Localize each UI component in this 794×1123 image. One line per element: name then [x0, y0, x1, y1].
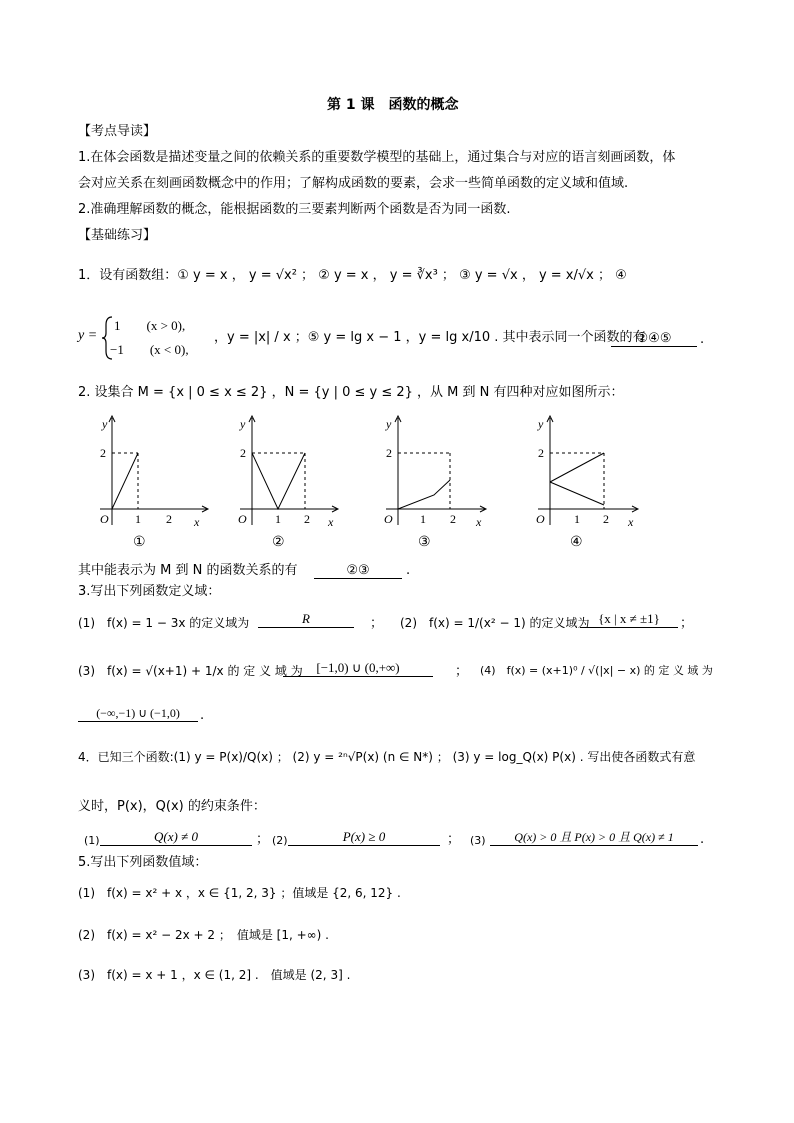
guide-paragraph-2: 2.准确理解函数的概念，能根据函数的三要素判断两个函数是否为同一函数. — [78, 202, 511, 217]
q3-answer-3: [−1,0) ∪ (0,+∞) — [283, 660, 433, 677]
q1-period: . — [700, 332, 705, 347]
svg-text:1: 1 — [420, 512, 426, 526]
q4-line1: 4．已知三个函数:(1) y = P(x)/Q(x) ； (2) y = ²ⁿ√P(x) (n ∈ N*) ； (3) y = log_Q(x) P(x) . 写出使各函数式有意 — [78, 750, 696, 764]
q1-answer: ②④⑤ — [611, 330, 697, 347]
q5-item-2: (2) f(x) = x² − 2x + 2 ； 值域是 [1, +∞) . — [78, 928, 329, 942]
q3-item-2: (2) f(x) = 1/(x² − 1) 的定义域为 — [400, 616, 590, 630]
section-heading-practice: 【基础练习】 — [78, 228, 157, 243]
svg-text:2: 2 — [450, 512, 456, 526]
q1-y-label: y = — [78, 328, 98, 343]
graph-label-4: ④ — [570, 535, 583, 550]
q3-item-3: (3) f(x) = √(x+1) + 1/x 的 定 义 域 为 — [78, 664, 303, 678]
q4-answer-2: P(x) ≥ 0 — [288, 829, 440, 846]
svg-text:2: 2 — [100, 446, 106, 460]
svg-text:O: O — [238, 512, 247, 526]
svg-text:O: O — [536, 512, 545, 526]
graph-1 — [90, 410, 210, 535]
q1-piecewise-1: 1 (x > 0), — [114, 318, 186, 333]
svg-text:x: x — [628, 515, 634, 529]
svg-text:1: 1 — [275, 512, 281, 526]
q4-label-2: (2) — [272, 834, 288, 847]
svg-text:2: 2 — [538, 446, 544, 460]
q1-piecewise-2: −1 (x < 0), — [110, 342, 189, 357]
q4-sep-1: ； — [256, 832, 270, 847]
q4-sep-2: ； — [447, 832, 461, 847]
q4-answer-1: Q(x) ≠ 0 — [100, 829, 252, 846]
svg-text:x: x — [194, 515, 200, 529]
q1-tail: ，y = |x| / x ；⑤ y = lg x − 1 ，y = lg x/10 . 其中表示同一个函数的有 — [214, 330, 646, 345]
q3-sep-2: ； — [680, 616, 694, 631]
q3-period-4: . — [200, 708, 205, 723]
guide-paragraph-1b: 会对应关系在刻画函数概念中的作用；了解构成函数的要素，会求一些简单函数的定义域和值域. — [78, 176, 629, 191]
q5-item-1: (1) f(x) = x² + x ，x ∈ {1, 2, 3} ；值域是 {2, 6, 12} . — [78, 886, 401, 900]
svg-text:O: O — [384, 512, 393, 526]
q3-answer-4: (−∞,−1) ∪ (−1,0) — [78, 705, 198, 722]
section-heading-guide: 【考点导读】 — [78, 124, 157, 139]
q5-heading: 5.写出下列函数值域： — [78, 855, 208, 870]
q3-sep-3: ； — [455, 664, 469, 679]
svg-text:y: y — [102, 417, 108, 431]
q1-line1: 1．设有函数组：① y = x ， y = √x² ； ② y = x ， y = ∛x³ ； ③ y = √x ， y = x/√x ； ④ — [78, 268, 627, 283]
svg-text:y: y — [386, 417, 392, 431]
svg-text:1: 1 — [574, 512, 580, 526]
q3-answer-1: R — [258, 611, 354, 628]
q2-period: . — [406, 563, 411, 578]
page-title: 第 1 课 函数的概念 — [327, 97, 459, 113]
q4-period-3: . — [700, 832, 705, 847]
svg-text:y: y — [240, 417, 246, 431]
graph-label-2: ② — [272, 535, 285, 550]
q3-item-4: (4) f(x) = (x+1)⁰ / √(|x| − x) 的 定 义 域 为 — [480, 664, 713, 677]
svg-text:x: x — [476, 515, 482, 529]
svg-text:2: 2 — [166, 512, 172, 526]
q5-item-3: (3) f(x) = x + 1 ，x ∈ (1, 2] . 值域是 (2, 3] . — [78, 968, 351, 982]
q2-conclusion: 其中能表示为 M 到 N 的函数关系的有 — [78, 563, 298, 578]
q3-sep-1: ； — [370, 616, 384, 631]
guide-paragraph-1a: 1.在体会函数是描述变量之间的依赖关系的重要数学模型的基础上，通过集合与对应的语言刻画函数，体 — [78, 150, 676, 165]
svg-text:x: x — [328, 515, 334, 529]
svg-text:y: y — [538, 417, 544, 431]
svg-text:2: 2 — [386, 446, 392, 460]
graph-2 — [230, 410, 350, 535]
svg-text:1: 1 — [135, 512, 141, 526]
svg-text:2: 2 — [240, 446, 246, 460]
q4-label-3: (3) — [470, 834, 486, 847]
q3-answer-2: {x | x ≠ ±1} — [580, 611, 678, 628]
graph-label-3: ③ — [418, 535, 431, 550]
graph-label-1: ① — [133, 535, 146, 550]
q2-answer: ②③ — [314, 562, 402, 579]
svg-text:O: O — [100, 512, 109, 526]
svg-text:2: 2 — [304, 512, 310, 526]
q4-label-1: (1) — [84, 834, 100, 847]
q3-item-1: (1) f(x) = 1 − 3x 的定义域为 — [78, 616, 250, 630]
graph-4 — [528, 410, 648, 535]
q4-line2: 义时，P(x)，Q(x) 的约束条件： — [78, 799, 266, 814]
q3-heading: 3.写出下列函数定义域： — [78, 584, 221, 599]
svg-text:2: 2 — [603, 512, 609, 526]
q2-text: 2. 设集合 M = {x | 0 ≤ x ≤ 2} ，N = {y | 0 ≤ y ≤ 2} ，从 M 到 N 有四种对应如图所示： — [78, 385, 624, 400]
q4-answer-3: Q(x) > 0 且 P(x) > 0 且 Q(x) ≠ 1 — [490, 829, 698, 846]
graph-3 — [378, 410, 498, 535]
